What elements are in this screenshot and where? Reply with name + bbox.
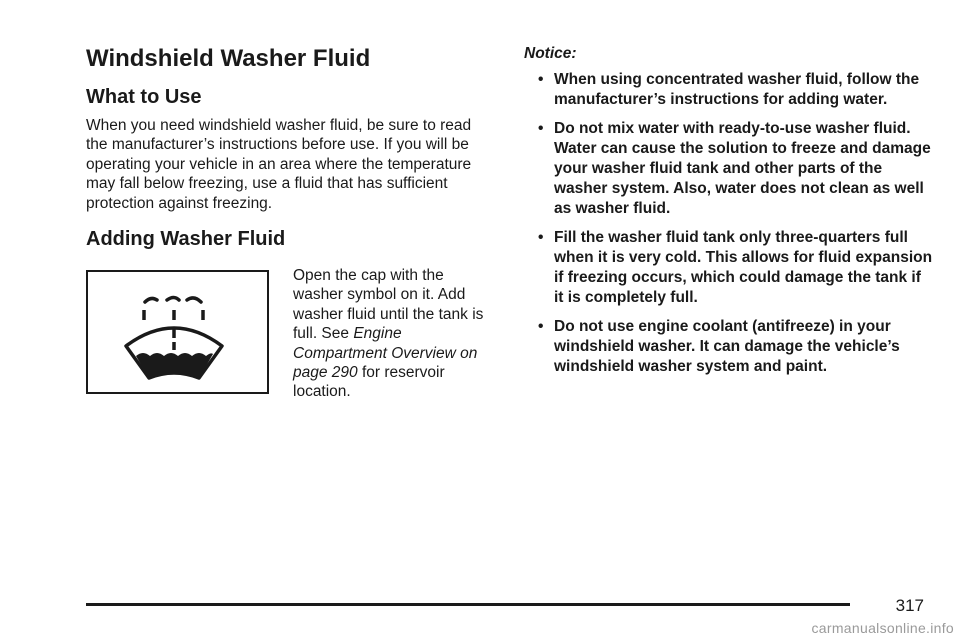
watermark: carmanualsonline.info [811,620,954,636]
footer-rule [86,603,850,606]
what-to-use-body: When you need windshield washer fluid, be sure to read the manufacturer’s instructions before use. If you will be operating your vehicle in an area where the temperature may fall below freezing, use a fluid that has sufficient protection against freezing. [86,117,472,212]
notice-item-text: Fill the washer fluid tank only three-quarters full when it is very cold. This allows for fluid expansion if freezing occurs, which could damage the tank if it is completely full. [554,229,933,306]
bullet-icon: • [538,318,544,335]
adding-text-before: Open the cap with the washer symbol on it. Add washer fluid until the tank is full. See [293,267,484,343]
bullet-icon: • [538,229,544,246]
washer-symbol-figure [86,270,269,394]
engine-compartment-reference: Engine Compartment Overview on page 290 [293,325,478,382]
adding-washer-fluid-body [293,266,486,402]
adding-washer-fluid-section [86,267,486,402]
right-column [524,44,934,386]
notice-list [524,70,934,377]
notice-item [524,228,934,308]
notice-item [524,70,934,110]
notice-item-text: When using concentrated washer fluid, follow the manufacturer’s instructions for adding water. [554,71,920,108]
bullet-icon: • [538,71,544,88]
adding-text-after: for reservoir location. [293,364,445,401]
washer-fluid-icon [123,284,233,380]
what-to-use-heading: What to Use [86,86,202,108]
notice-item [524,119,934,219]
adding-washer-fluid-heading: Adding Washer Fluid [86,228,286,251]
page-title: Windshield Washer Fluid [86,45,371,72]
page-number: 317 [895,596,924,615]
notice-item-text: Do not use engine coolant (antifreeze) in your windshield washer. It can damage the vehicle’s windshield washer system and paint. [554,318,900,375]
bullet-icon: • [538,120,544,137]
notice-item [524,317,934,377]
left-column [86,44,486,402]
notice-item-text: Do not mix water with ready-to-use washer fluid. Water can cause the solution to freeze and damage your washer fluid tank and other parts of the washer system. Also, water does not clean as well as washer fluid. [554,120,931,217]
notice-title: Notice: [524,45,577,62]
